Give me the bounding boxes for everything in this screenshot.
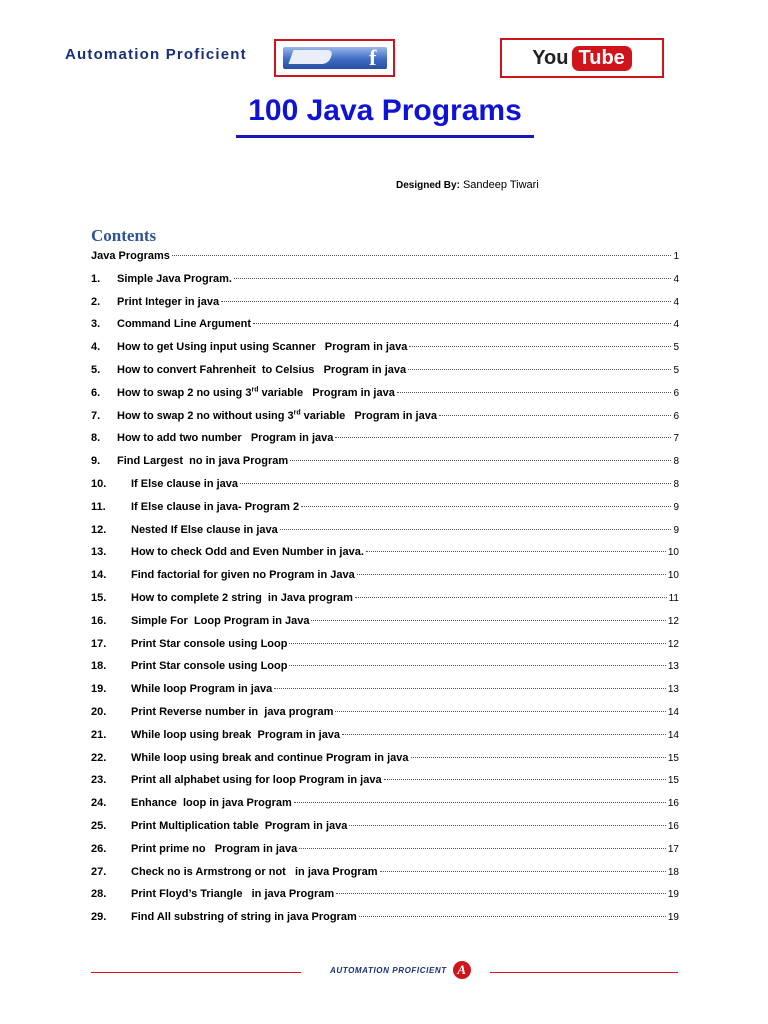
- toc-entry-number: 26.: [91, 842, 107, 855]
- toc-entry[interactable]: [91, 660, 679, 683]
- toc-entry-title[interactable]: [131, 843, 297, 855]
- toc-entry-title[interactable]: [117, 341, 407, 353]
- toc-entry-title[interactable]: [117, 410, 437, 422]
- toc-entry[interactable]: [91, 524, 679, 547]
- toc-entry-title[interactable]: [131, 638, 287, 650]
- toc-page-number: 1: [673, 251, 679, 262]
- toc-entry-title-text: How to add two number Program in java: [117, 432, 334, 445]
- toc-entry-title[interactable]: [131, 706, 333, 718]
- toc-page-number: 16: [667, 820, 679, 832]
- toc-entry[interactable]: [91, 774, 679, 797]
- toc-entry[interactable]: [91, 341, 679, 364]
- thumbs-up-icon: [283, 47, 387, 69]
- toc-entry-title[interactable]: [131, 797, 292, 809]
- toc-entry-title-text: How to swap 2 no using 3: [117, 386, 252, 399]
- toc-entry[interactable]: [91, 455, 679, 478]
- toc-page-number: 12: [667, 638, 679, 650]
- toc-entry-title[interactable]: [131, 911, 357, 923]
- toc-page-number: 14: [667, 706, 679, 718]
- footer-rule-right: [490, 972, 678, 973]
- toc-entry-title-text: Print Integer in java: [117, 295, 220, 308]
- toc-entry-superscript: rd: [251, 386, 259, 394]
- toc-entry-title-text: Print Reverse number in java program: [131, 705, 334, 718]
- toc-entry-number: 15.: [91, 591, 107, 604]
- toc-entry-number: 6.: [91, 386, 101, 399]
- toc-entry-number: 18.: [91, 660, 107, 673]
- toc-page-number: 14: [667, 729, 679, 741]
- toc-entry-title[interactable]: [117, 273, 232, 285]
- toc-entry[interactable]: [91, 797, 679, 820]
- toc-page-number: 4: [673, 319, 679, 331]
- toc-dot-leader: [253, 323, 671, 324]
- toc-page-number: 19: [667, 912, 679, 924]
- page-title: 100 Java Programs: [248, 94, 522, 127]
- toc-page-number: 8: [673, 456, 679, 468]
- toc-entry-title-text: Print Star console using Loop: [131, 660, 288, 673]
- footer-rule-left: [91, 972, 301, 973]
- toc-entry-title[interactable]: [131, 866, 378, 878]
- toc-page-number: 10: [667, 570, 679, 582]
- toc-dot-leader: [380, 871, 666, 872]
- toc-page-number: 9: [673, 524, 679, 536]
- brand-name: Automation Proficient: [65, 46, 247, 63]
- toc-entry[interactable]: [91, 729, 679, 752]
- toc-entry-title[interactable]: [131, 820, 347, 832]
- table-of-contents: [91, 250, 679, 934]
- facebook-letter: f: [369, 45, 377, 70]
- toc-dot-leader: [274, 688, 666, 689]
- toc-page-number: 4: [673, 296, 679, 308]
- toc-dot-leader: [355, 597, 667, 598]
- toc-dot-leader: [172, 255, 672, 256]
- toc-dot-leader: [335, 711, 666, 712]
- toc-entry-number: 21.: [91, 728, 107, 741]
- toc-entry-title[interactable]: [131, 524, 278, 536]
- toc-page-number: 9: [673, 501, 679, 513]
- toc-page-number: 12: [667, 615, 679, 627]
- toc-entry-title-text: Find Largest no in java Program: [117, 455, 289, 468]
- toc-entry[interactable]: [91, 683, 679, 706]
- toc-entry-title-text: While loop Program in java: [131, 683, 273, 696]
- toc-entry-title-suffix: variable Program in java: [258, 386, 395, 399]
- contents-heading: Contents: [91, 226, 157, 245]
- toc-page-number: 15: [667, 752, 679, 764]
- toc-entry-title[interactable]: [91, 250, 170, 262]
- toc-dot-leader: [349, 825, 666, 826]
- toc-page-number: 10: [667, 547, 679, 559]
- toc-entry-title[interactable]: [131, 683, 272, 695]
- toc-dot-leader: [336, 893, 666, 894]
- toc-entry-number: 5.: [91, 363, 101, 376]
- toc-entry-title[interactable]: [117, 432, 333, 444]
- toc-entry-title-text: Print Multiplication table Program in java: [131, 819, 348, 832]
- toc-page-number: 16: [667, 798, 679, 810]
- toc-page-number: 5: [673, 364, 679, 376]
- toc-page-number: 13: [667, 684, 679, 696]
- toc-dot-leader: [301, 506, 671, 507]
- toc-entry-title-text: Find factorial for given no Program in Java: [131, 569, 355, 582]
- toc-dot-leader: [397, 392, 672, 393]
- toc-entry-title[interactable]: [131, 546, 364, 558]
- toc-entry-title[interactable]: [117, 296, 219, 308]
- toc-entry-title-text: Check no is Armstrong or not in java Program: [131, 865, 378, 878]
- toc-entry[interactable]: [91, 911, 679, 934]
- toc-entry[interactable]: [91, 501, 679, 524]
- toc-entry[interactable]: [91, 296, 679, 319]
- toc-page-number: 6: [673, 387, 679, 399]
- toc-entry-number: 20.: [91, 705, 107, 718]
- toc-entry[interactable]: [91, 546, 679, 569]
- designer-name: Sandeep Tiwari: [459, 179, 539, 191]
- toc-entry-title[interactable]: [131, 729, 340, 741]
- toc-entry-title[interactable]: [117, 387, 395, 399]
- youtube-tube: Tube: [572, 46, 632, 71]
- toc-entry-title[interactable]: [131, 592, 353, 604]
- toc-entry-number: 3.: [91, 318, 101, 331]
- toc-dot-leader: [299, 848, 666, 849]
- toc-entry[interactable]: [91, 478, 679, 501]
- toc-entry-title-text: How to check Odd and Even Number in java.: [131, 546, 364, 559]
- toc-entry-title[interactable]: [131, 774, 382, 786]
- footer-logo-text: AUTOMATION PROFICIENT: [330, 965, 447, 975]
- toc-entry-number: 23.: [91, 774, 107, 787]
- toc-entry-number: 10.: [91, 477, 107, 490]
- toc-entry-title-text: How to get Using input using Scanner Program in java: [117, 341, 408, 354]
- toc-entry-number: 22.: [91, 751, 107, 764]
- toc-dot-leader: [411, 757, 666, 758]
- toc-dot-leader: [335, 437, 671, 438]
- toc-entry[interactable]: [91, 387, 679, 410]
- toc-entry-number: 14.: [91, 569, 107, 582]
- toc-page-number: 8: [673, 478, 679, 490]
- toc-entry-title-text: Find All substring of string in java Program: [131, 911, 357, 924]
- toc-entry-superscript: rd: [293, 408, 301, 416]
- toc-entry-title-text: How to complete 2 string in Java program: [131, 591, 353, 604]
- toc-entry-number: 2.: [91, 295, 101, 308]
- toc-dot-leader: [409, 346, 671, 347]
- designed-by-label: Designed By:: [396, 180, 460, 191]
- designed-by: [396, 179, 539, 191]
- toc-entry-title[interactable]: [131, 615, 309, 627]
- toc-page-number: 19: [667, 889, 679, 901]
- toc-entry-title-text: How to convert Fahrenheit to Celsius Program in java: [117, 363, 407, 376]
- toc-entry-number: 9.: [91, 455, 101, 468]
- toc-dot-leader: [240, 483, 671, 484]
- toc-dot-leader: [294, 802, 666, 803]
- toc-entry-number: 29.: [91, 911, 107, 924]
- toc-entry-title-text: Simple Java Program.: [117, 272, 232, 285]
- toc-dot-leader: [408, 369, 671, 370]
- toc-dot-leader: [359, 916, 666, 917]
- footer-logo-icon: A: [453, 961, 471, 979]
- toc-entry-number: 25.: [91, 819, 107, 832]
- toc-page-number: 17: [667, 843, 679, 855]
- toc-entry-title-text: If Else clause in java- Program 2: [131, 500, 300, 513]
- toc-entry[interactable]: [91, 432, 679, 455]
- toc-entry-title-text: How to swap 2 no without using 3: [117, 409, 294, 422]
- toc-dot-leader: [290, 460, 671, 461]
- toc-page-number: 11: [668, 592, 679, 604]
- toc-entry-title[interactable]: [131, 752, 409, 764]
- toc-page-number: 13: [667, 661, 679, 673]
- toc-entry-number: 27.: [91, 865, 107, 878]
- toc-entry-number: 7.: [91, 409, 101, 422]
- toc-entry-number: 4.: [91, 341, 101, 354]
- toc-entry[interactable]: [91, 592, 679, 615]
- toc-entry-title-text: Nested If Else clause in java: [131, 523, 278, 536]
- toc-entry-title[interactable]: [131, 501, 299, 513]
- toc-entry-number: 1.: [91, 272, 101, 285]
- toc-entry-title[interactable]: [117, 318, 251, 330]
- toc-dot-leader: [439, 415, 671, 416]
- toc-entry[interactable]: [91, 866, 679, 889]
- toc-entry-number: 16.: [91, 614, 107, 627]
- toc-entry-title-text: Command Line Argument: [117, 318, 252, 331]
- toc-entry-number: 17.: [91, 637, 107, 650]
- toc-entry-number: 28.: [91, 888, 107, 901]
- toc-entry[interactable]: [91, 318, 679, 341]
- toc-entry-number: 13.: [91, 546, 107, 559]
- toc-entry[interactable]: [91, 843, 679, 866]
- toc-entry-title-text: Print Star console using Loop: [131, 637, 288, 650]
- toc-entry-title-text: Print all alphabet using for loop Program in java: [131, 774, 382, 787]
- toc-dot-leader: [311, 620, 665, 621]
- toc-dot-leader: [342, 734, 666, 735]
- toc-page-number: 5: [673, 342, 679, 354]
- toc-entry-number: 8.: [91, 432, 101, 445]
- toc-dot-leader: [221, 301, 671, 302]
- toc-page-number: 7: [673, 433, 679, 445]
- toc-entry-number: 24.: [91, 797, 107, 810]
- toc-entry-number: 11.: [91, 500, 106, 513]
- toc-entry-title-text: While loop using break and continue Program in java: [131, 751, 409, 764]
- toc-entry-title[interactable]: [131, 888, 334, 900]
- toc-dot-leader: [280, 529, 672, 530]
- toc-entry[interactable]: [91, 615, 679, 638]
- toc-entry-title[interactable]: [131, 478, 238, 490]
- facebook-logo[interactable]: [274, 39, 395, 77]
- toc-entry-title-text: Print prime no Program in java: [131, 842, 298, 855]
- toc-dot-leader: [289, 665, 665, 666]
- toc-entry-title-text: Simple For Loop Program in Java: [131, 614, 310, 627]
- toc-entry-title-text: If Else clause in java: [131, 477, 239, 490]
- toc-entry-title[interactable]: [117, 364, 406, 376]
- youtube-you: You: [532, 46, 569, 69]
- toc-entry[interactable]: [91, 820, 679, 843]
- toc-dot-leader: [234, 278, 671, 279]
- toc-entry-title[interactable]: [131, 569, 355, 581]
- toc-entry-title[interactable]: [131, 660, 287, 672]
- toc-page-number: 18: [667, 866, 679, 878]
- toc-entry[interactable]: [91, 273, 679, 296]
- toc-entry[interactable]: [91, 410, 679, 433]
- footer-logo: [330, 961, 471, 979]
- toc-dot-leader: [384, 779, 666, 780]
- toc-entry-title-text: Print Floyd’s Triangle in java Program: [131, 888, 335, 901]
- title-underline: [236, 135, 534, 138]
- toc-page-number: 6: [673, 410, 679, 422]
- toc-entry[interactable]: [91, 250, 679, 273]
- toc-entry[interactable]: [91, 888, 679, 911]
- toc-entry-number: 19.: [91, 683, 107, 696]
- toc-entry-title[interactable]: [117, 455, 288, 467]
- toc-entry[interactable]: [91, 638, 679, 661]
- toc-dot-leader: [357, 574, 666, 575]
- toc-entry[interactable]: [91, 364, 679, 387]
- toc-entry-title-text: Enhance loop in java Program: [131, 797, 292, 810]
- toc-page-number: 4: [673, 273, 679, 285]
- toc-dot-leader: [366, 551, 666, 552]
- toc-entry-title-text: While loop using break Program in java: [131, 728, 341, 741]
- toc-entry-number: 12.: [91, 523, 107, 536]
- toc-entry-title-suffix: variable Program in java: [300, 409, 437, 422]
- toc-entry[interactable]: [91, 752, 679, 775]
- toc-page-number: 15: [667, 775, 679, 787]
- youtube-logo[interactable]: [500, 38, 664, 78]
- toc-entry-title-text: Java Programs: [91, 250, 170, 262]
- toc-dot-leader: [289, 643, 665, 644]
- toc-entry[interactable]: [91, 569, 679, 592]
- toc-entry[interactable]: [91, 706, 679, 729]
